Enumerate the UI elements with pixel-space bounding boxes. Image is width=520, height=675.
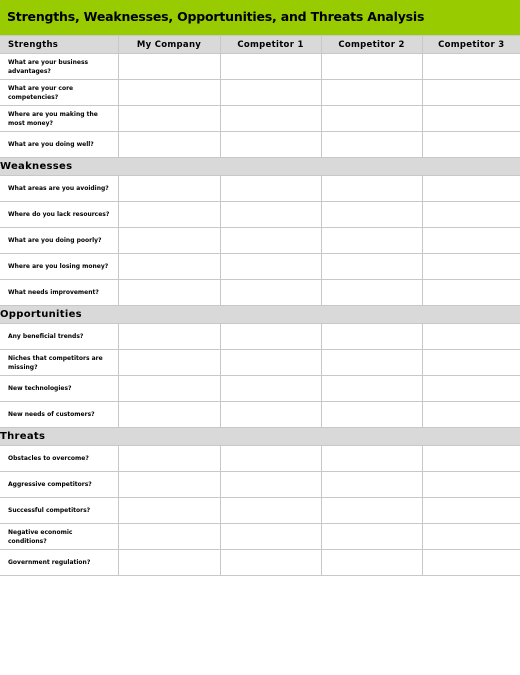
input-cell-competitor-2[interactable] <box>321 350 422 376</box>
input-cell-competitor-1[interactable] <box>220 350 321 376</box>
column-header-my-company: My Company <box>118 36 220 54</box>
input-cell-my-company[interactable] <box>118 472 220 498</box>
input-cell-competitor-3[interactable] <box>422 80 520 106</box>
table-row <box>0 176 520 202</box>
section-label: Threats <box>0 428 520 446</box>
table-row <box>0 498 520 524</box>
input-cell-my-company[interactable] <box>118 524 220 550</box>
input-cell-competitor-1[interactable] <box>220 132 321 158</box>
input-cell-competitor-2[interactable] <box>321 524 422 550</box>
table-row <box>0 472 520 498</box>
table-row <box>0 228 520 254</box>
input-cell-my-company[interactable] <box>118 106 220 132</box>
question-cell: Successful competitors? <box>0 498 118 524</box>
input-cell-competitor-3[interactable] <box>422 402 520 428</box>
input-cell-competitor-2[interactable] <box>321 280 422 306</box>
column-header-strengths: Strengths <box>0 36 118 54</box>
question-cell: Where are you making the most money? <box>0 106 118 132</box>
table-row <box>0 446 520 472</box>
question-cell: New technologies? <box>0 376 118 402</box>
input-cell-competitor-3[interactable] <box>422 254 520 280</box>
table-row <box>0 324 520 350</box>
input-cell-competitor-1[interactable] <box>220 524 321 550</box>
input-cell-competitor-1[interactable] <box>220 280 321 306</box>
input-cell-competitor-3[interactable] <box>422 106 520 132</box>
question-cell: What are you doing poorly? <box>0 228 118 254</box>
section-header-weaknesses <box>0 158 520 176</box>
input-cell-competitor-2[interactable] <box>321 376 422 402</box>
input-cell-competitor-3[interactable] <box>422 498 520 524</box>
input-cell-competitor-2[interactable] <box>321 176 422 202</box>
input-cell-competitor-1[interactable] <box>220 472 321 498</box>
input-cell-competitor-2[interactable] <box>321 550 422 576</box>
input-cell-competitor-1[interactable] <box>220 106 321 132</box>
input-cell-my-company[interactable] <box>118 498 220 524</box>
input-cell-competitor-2[interactable] <box>321 472 422 498</box>
table-row <box>0 132 520 158</box>
input-cell-competitor-1[interactable] <box>220 228 321 254</box>
input-cell-competitor-1[interactable] <box>220 402 321 428</box>
input-cell-competitor-2[interactable] <box>321 402 422 428</box>
swot-table <box>0 35 520 576</box>
input-cell-competitor-3[interactable] <box>422 472 520 498</box>
input-cell-competitor-1[interactable] <box>220 324 321 350</box>
input-cell-competitor-3[interactable] <box>422 54 520 80</box>
title-bar <box>0 0 520 35</box>
input-cell-competitor-3[interactable] <box>422 524 520 550</box>
input-cell-competitor-3[interactable] <box>422 324 520 350</box>
column-header-competitor-2: Competitor 2 <box>321 36 422 54</box>
column-header-row <box>0 36 520 54</box>
table-row <box>0 402 520 428</box>
table-row <box>0 202 520 228</box>
input-cell-competitor-2[interactable] <box>321 324 422 350</box>
input-cell-competitor-1[interactable] <box>220 498 321 524</box>
input-cell-competitor-1[interactable] <box>220 54 321 80</box>
question-cell: Government regulation? <box>0 550 118 576</box>
question-cell: Any beneficial trends? <box>0 324 118 350</box>
input-cell-competitor-2[interactable] <box>321 498 422 524</box>
input-cell-my-company[interactable] <box>118 228 220 254</box>
input-cell-competitor-2[interactable] <box>321 80 422 106</box>
question-cell: What areas are you avoiding? <box>0 176 118 202</box>
input-cell-competitor-2[interactable] <box>321 228 422 254</box>
input-cell-competitor-3[interactable] <box>422 550 520 576</box>
input-cell-my-company[interactable] <box>118 176 220 202</box>
input-cell-competitor-2[interactable] <box>321 254 422 280</box>
question-cell: Negative economic conditions? <box>0 524 118 550</box>
input-cell-my-company[interactable] <box>118 350 220 376</box>
column-header-competitor-1: Competitor 1 <box>220 36 321 54</box>
question-cell: What are you doing well? <box>0 132 118 158</box>
table-row <box>0 280 520 306</box>
input-cell-my-company[interactable] <box>118 324 220 350</box>
question-cell: What needs improvement? <box>0 280 118 306</box>
input-cell-my-company[interactable] <box>118 54 220 80</box>
table-row <box>0 524 520 550</box>
table-row <box>0 54 520 80</box>
input-cell-my-company[interactable] <box>118 402 220 428</box>
question-cell: Obstacles to overcome? <box>0 446 118 472</box>
input-cell-my-company[interactable] <box>118 254 220 280</box>
input-cell-competitor-3[interactable] <box>422 202 520 228</box>
input-cell-competitor-3[interactable] <box>422 376 520 402</box>
input-cell-competitor-1[interactable] <box>220 376 321 402</box>
input-cell-competitor-2[interactable] <box>321 202 422 228</box>
question-cell: New needs of customers? <box>0 402 118 428</box>
input-cell-competitor-3[interactable] <box>422 280 520 306</box>
table-row <box>0 376 520 402</box>
input-cell-my-company[interactable] <box>118 376 220 402</box>
question-cell: Niches that competitors are missing? <box>0 350 118 376</box>
table-row <box>0 106 520 132</box>
input-cell-competitor-3[interactable] <box>422 132 520 158</box>
input-cell-my-company[interactable] <box>118 446 220 472</box>
input-cell-competitor-1[interactable] <box>220 254 321 280</box>
section-label: Opportunities <box>0 306 520 324</box>
input-cell-competitor-3[interactable] <box>422 446 520 472</box>
input-cell-my-company[interactable] <box>118 202 220 228</box>
table-row <box>0 254 520 280</box>
input-cell-competitor-2[interactable] <box>321 54 422 80</box>
input-cell-competitor-1[interactable] <box>220 550 321 576</box>
input-cell-my-company[interactable] <box>118 132 220 158</box>
input-cell-my-company[interactable] <box>118 80 220 106</box>
input-cell-competitor-1[interactable] <box>220 446 321 472</box>
input-cell-my-company[interactable] <box>118 550 220 576</box>
input-cell-competitor-1[interactable] <box>220 202 321 228</box>
table-row <box>0 80 520 106</box>
question-cell: Aggressive competitors? <box>0 472 118 498</box>
question-cell: What are your business advantages? <box>0 54 118 80</box>
section-header-opportunities <box>0 306 520 324</box>
input-cell-competitor-3[interactable] <box>422 350 520 376</box>
question-cell: Where are you losing money? <box>0 254 118 280</box>
page-title: Strengths, Weaknesses, Opportunities, and Threats Analysis <box>7 9 425 24</box>
input-cell-competitor-2[interactable] <box>321 446 422 472</box>
input-cell-competitor-3[interactable] <box>422 176 520 202</box>
input-cell-competitor-1[interactable] <box>220 80 321 106</box>
question-cell: Where do you lack resources? <box>0 202 118 228</box>
input-cell-my-company[interactable] <box>118 280 220 306</box>
input-cell-competitor-3[interactable] <box>422 228 520 254</box>
section-label: Weaknesses <box>0 158 520 176</box>
table-row <box>0 350 520 376</box>
input-cell-competitor-2[interactable] <box>321 132 422 158</box>
input-cell-competitor-1[interactable] <box>220 176 321 202</box>
input-cell-competitor-2[interactable] <box>321 106 422 132</box>
column-header-competitor-3: Competitor 3 <box>422 36 520 54</box>
question-cell: What are your core competencies? <box>0 80 118 106</box>
table-row <box>0 550 520 576</box>
section-header-threats <box>0 428 520 446</box>
